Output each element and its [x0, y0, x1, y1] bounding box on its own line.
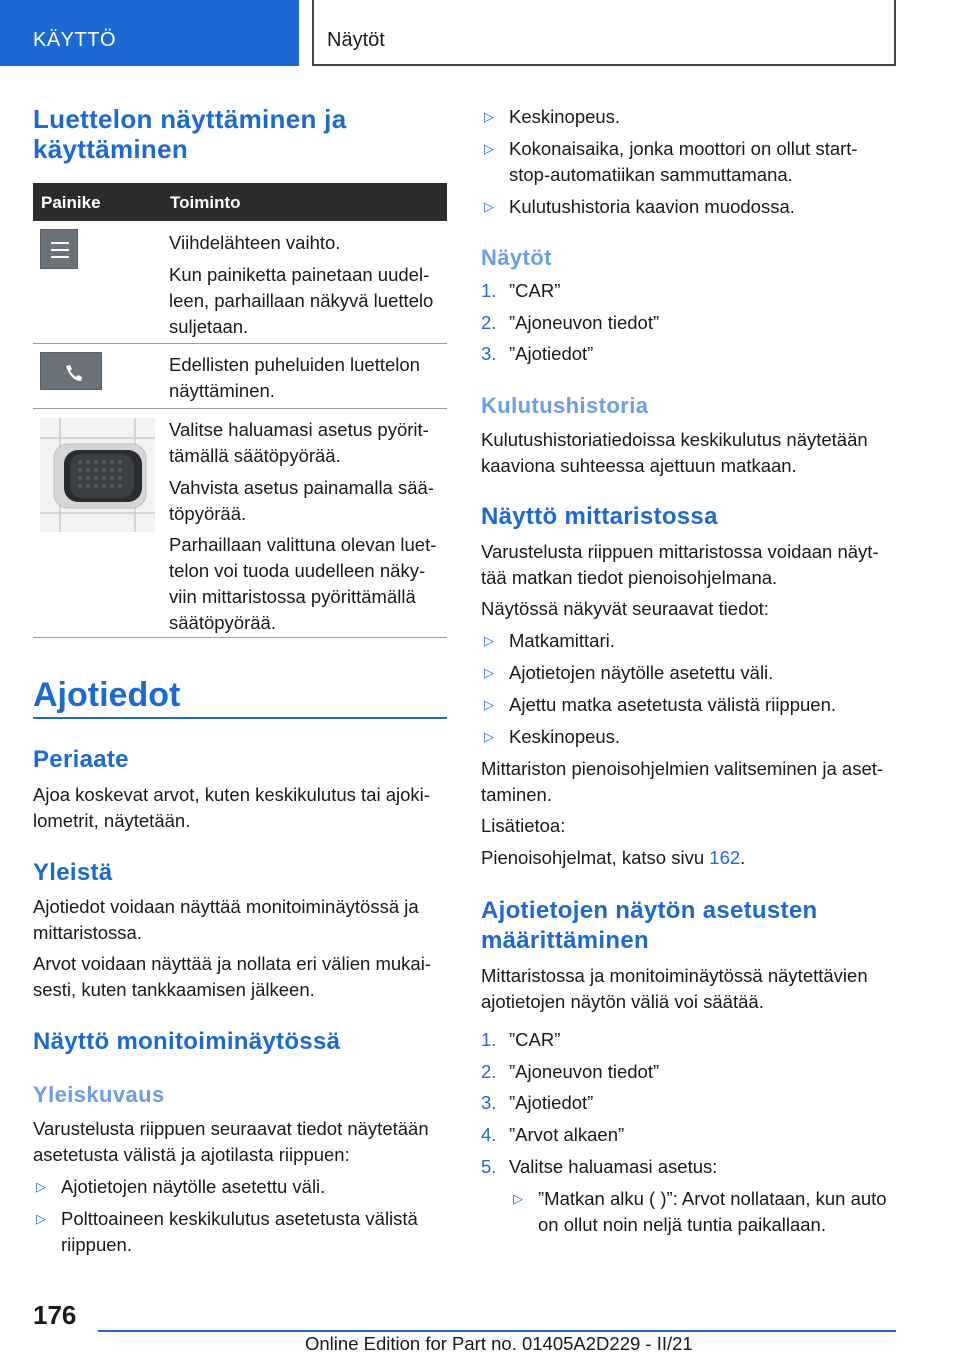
bullet-triangle-icon: ▷	[484, 109, 494, 124]
step-number: 2.	[481, 312, 497, 333]
table-cell-text: säätöpyörää.	[169, 612, 276, 633]
table-cell-text: töpyörää.	[169, 503, 247, 524]
phone-button-icon	[40, 352, 102, 390]
step-number: 1.	[481, 280, 497, 301]
naytot-heading: Näytöt	[481, 245, 552, 270]
step-number: 5.	[481, 1156, 497, 1177]
step-text: ”Ajotiedot”	[509, 1092, 594, 1113]
body-text: ajotietojen näytön väliä voi säätää.	[481, 991, 764, 1012]
mittaristo-heading: Näyttö mittaristossa	[481, 503, 718, 530]
body-text: Kulutushistoriatiedoissa keskikulutus näytetään	[481, 429, 868, 450]
asetus-heading-line2: määrittäminen	[481, 927, 649, 954]
sub-list-item: on ollut noin neljä tuntia paikallaan.	[538, 1214, 826, 1235]
bullet-triangle-icon: ▷	[484, 665, 494, 680]
body-text: Ajotiedot voidaan näyttää monitoiminäytössä ja	[33, 896, 419, 917]
list-item: riippuen.	[61, 1234, 132, 1255]
bullet-triangle-icon: ▷	[484, 199, 494, 214]
cross-reference	[481, 845, 745, 871]
body-text: taminen.	[481, 784, 552, 805]
step-text: ”Ajotiedot”	[509, 343, 594, 364]
kulutushistoria-heading: Kulutushistoria	[481, 393, 649, 418]
table-row-divider	[33, 343, 447, 344]
table-header	[33, 183, 447, 221]
table-cell-text: Edellisten puheluiden luettelon	[169, 354, 420, 375]
body-text: asetetusta välistä ja ajotilasta riippuen:	[33, 1144, 350, 1165]
body-text: Mittariston pienoisohjelmien valitseminen ja aset-	[481, 758, 884, 779]
step-number: 2.	[481, 1061, 497, 1082]
bullet-triangle-icon: ▷	[36, 1179, 46, 1194]
bullet-triangle-icon: ▷	[484, 141, 494, 156]
list-item: Ajettu matka asetetusta välistä riippuen.	[509, 694, 837, 715]
table-cell-text: Vahvista asetus painamalla sää-	[169, 477, 434, 498]
monitoimi-heading: Näyttö monitoiminäytössä	[33, 1028, 341, 1055]
step-text: ”Arvot alkaen”	[509, 1124, 625, 1145]
bullet-triangle-icon: ▷	[484, 697, 494, 712]
step-text: ”CAR”	[509, 1029, 561, 1050]
yleiskuvaus-heading: Yleiskuvaus	[33, 1082, 165, 1107]
table-row-divider	[33, 637, 447, 638]
body-text: Arvot voidaan näyttää ja nollata eri välien mukai-	[33, 953, 431, 974]
section-tab	[0, 0, 299, 66]
list-button-icon	[40, 229, 78, 269]
sub-list-item: ”Matkan alku ( )”: Arvot nollataan, kun auto	[538, 1188, 887, 1209]
chapter-tab	[312, 0, 896, 66]
column-header-function: Toiminto	[170, 193, 241, 212]
bullet-triangle-icon: ▷	[513, 1191, 523, 1206]
column-header-button: Painike	[41, 193, 101, 212]
step-text: Valitse haluamasi asetus:	[509, 1156, 718, 1177]
list-item: Kulutushistoria kaavion muodossa.	[509, 196, 795, 217]
table-cell-text: leen, parhaillaan näkyvä luettelo	[169, 290, 434, 311]
body-text: Varustelusta riippuen seuraavat tiedot näytetään	[33, 1118, 429, 1139]
list-item: Ajotietojen näytölle asetettu väli.	[61, 1176, 326, 1197]
bullet-triangle-icon: ▷	[36, 1211, 46, 1226]
step-number: 3.	[481, 1092, 497, 1113]
list-heading-line1: Luettelon näyttäminen ja	[33, 104, 347, 134]
body-text: Näytössä näkyvät seuraavat tiedot:	[481, 598, 769, 619]
list-item: Polttoaineen keskikulutus asetetusta välistä	[61, 1208, 418, 1229]
controller-knob-icon	[40, 418, 155, 532]
bullet-triangle-icon: ▷	[484, 729, 494, 744]
body-text: Ajoa koskevat arvot, kuten keskikulutus tai ajoki-	[33, 784, 430, 805]
table-cell-text: suljetaan.	[169, 316, 249, 337]
list-item: Keskinopeus.	[509, 726, 621, 747]
table-cell-text: telon voi tuoda uudelleen näky-	[169, 560, 426, 581]
asetus-heading-line1: Ajotietojen näytön asetusten	[481, 897, 818, 924]
section-label: KÄYTTÖ	[33, 29, 117, 51]
list-item: Kokonaisaika, jonka moottori on ollut start-	[509, 138, 858, 159]
bullet-triangle-icon: ▷	[484, 633, 494, 648]
step-text: ”CAR”	[509, 280, 561, 301]
section-title: Ajotiedot	[33, 676, 181, 714]
body-text: sesti, kuten tankkaamisen jälkeen.	[33, 979, 315, 1000]
periaate-heading: Periaate	[33, 746, 129, 773]
table-cell-text: näyttäminen.	[169, 380, 275, 401]
period: .	[740, 847, 746, 868]
step-number: 3.	[481, 343, 497, 364]
list-item: Ajotietojen näytölle asetettu väli.	[509, 662, 774, 683]
body-text: kaaviona suhteessa ajettuun matkaan.	[481, 455, 797, 476]
body-text: tää matkan tiedot pienoisohjelmana.	[481, 567, 778, 588]
list-item: Keskinopeus.	[509, 106, 621, 127]
step-number: 1.	[481, 1029, 497, 1050]
page-number: 176	[33, 1300, 77, 1330]
cross-reference-text: Pienoisohjelmat, katso sivu	[481, 847, 710, 868]
body-text: lometrit, näytetään.	[33, 810, 191, 831]
table-cell-text: Kun painiketta painetaan uudel-	[169, 264, 430, 285]
list-heading-line2: käyttäminen	[33, 134, 189, 164]
step-number: 4.	[481, 1124, 497, 1145]
table-row-divider	[33, 408, 447, 409]
step-text: ”Ajoneuvon tiedot”	[509, 312, 660, 333]
edition-text: Online Edition for Part no. 01405A2D229 - II/21	[305, 1333, 693, 1354]
table-cell-text: Viihdelähteen vaihto.	[169, 232, 341, 253]
section-title-rule	[33, 717, 447, 719]
list-item: stop-automatiikan sammuttamana.	[509, 164, 793, 185]
footer-rule	[98, 1330, 896, 1332]
step-text: ”Ajoneuvon tiedot”	[509, 1061, 660, 1082]
body-text: Lisätietoa:	[481, 815, 566, 836]
yleista-heading: Yleistä	[33, 859, 113, 886]
table-cell-text: viin mittaristossa pyörittämällä	[169, 586, 416, 607]
chapter-label: Näytöt	[327, 29, 385, 51]
body-text: Varustelusta riippuen mittaristossa voidaan näyt-	[481, 541, 879, 562]
table-cell-text: Valitse haluamasi asetus pyörit-	[169, 419, 429, 440]
body-text: Mittaristossa ja monitoiminäytössä näytettävien	[481, 965, 868, 986]
table-cell-text: tämällä säätöpyörää.	[169, 445, 341, 466]
table-cell-text: Parhaillaan valittuna olevan luet-	[169, 534, 437, 555]
body-text: mittaristossa.	[33, 922, 142, 943]
list-item: Matkamittari.	[509, 630, 615, 651]
page-link[interactable]: 162	[709, 847, 741, 868]
